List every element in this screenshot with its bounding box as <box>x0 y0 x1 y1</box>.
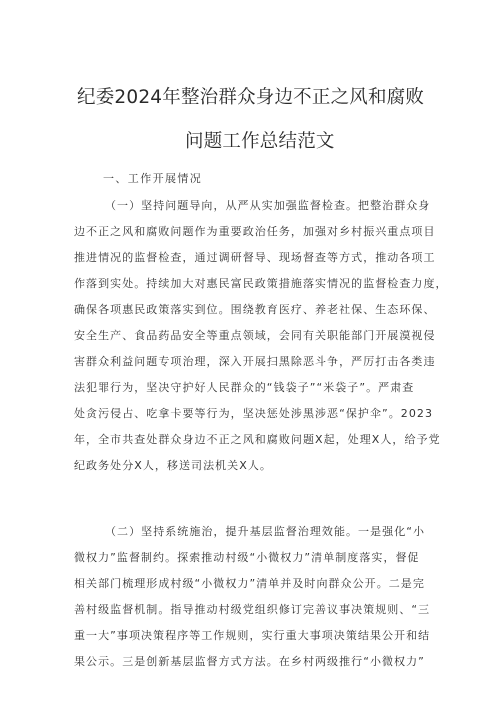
paragraph-line: 法犯罪行为，坚决守护好人民群众的“钱袋子”“米袋子”。严肃查 <box>74 381 415 394</box>
paragraph-line: 处贪污侵占、吃拿卡要等行为，坚决惩处涉黑涉恶“保护伞”。2023 <box>74 407 433 420</box>
paragraph-2 <box>74 519 434 675</box>
paragraph-line: 果公示。三是创新基层监督方式方法。在乡村两级推行“小微权力” <box>74 655 425 668</box>
paragraph-line: （二）坚持系统施治，提升基层监督治理效能。一是强化“小 <box>105 525 426 538</box>
paragraph-line: 安全生产、食品药品安全等重点领域，会同有关职能部门开展漠视侵 <box>74 329 436 342</box>
paragraph-line: 纪政务处分X人，移送司法机关X人。 <box>74 459 272 472</box>
paragraph-line: 善村级监督机制。指导推动村级党组织修订完善议事决策规则、“三 <box>74 603 431 616</box>
paragraph-line: （一）坚持问题导向，从严从实加强监督检查。把整治群众身 <box>105 199 431 212</box>
paragraph-line: 微权力”监督制约。探索推动村级“小微权力”清单制度落实，督促 <box>74 551 420 564</box>
paragraph-line: 重一大”事项决策程序等工作规则，实行重大事项决策结果公开和结 <box>74 629 431 642</box>
paragraph-line: 相关部门梳理形成村级“小微权力”清单并及时向群众公开。二是完 <box>74 577 425 590</box>
paragraph-line: 推进情况的监督检查，通过调研督导、现场督查等方式，推动各项工 <box>74 251 436 264</box>
paragraph-line: 确保各项惠民政策落实到位。围绕教育医疗、养老社保、生态环保、 <box>74 303 436 316</box>
document-title-line-1: 纪委2024年整治群众身边不正之风和腐败 <box>77 87 425 108</box>
paragraph-1 <box>74 193 448 479</box>
section-heading-work-progress: 一、工作开展情况 <box>103 172 203 185</box>
paragraph-line: 作落到实处。持续加大对惠民富民政策措施落实情况的监督检查力度， <box>74 277 448 290</box>
paragraph-line: 年，全市共查处群众身边不正之风和腐败问题X起，处理X人，给予党 <box>74 433 441 446</box>
paragraph-line: 边不正之风和腐败问题作为重要政治任务，加强对乡村振兴重点项目 <box>74 225 436 238</box>
document-title-line-2: 问题工作总结范文 <box>185 131 335 152</box>
paragraph-line: 害群众利益问题专项治理，深入开展扫黑除恶斗争，严厉打击各类违 <box>74 355 436 368</box>
